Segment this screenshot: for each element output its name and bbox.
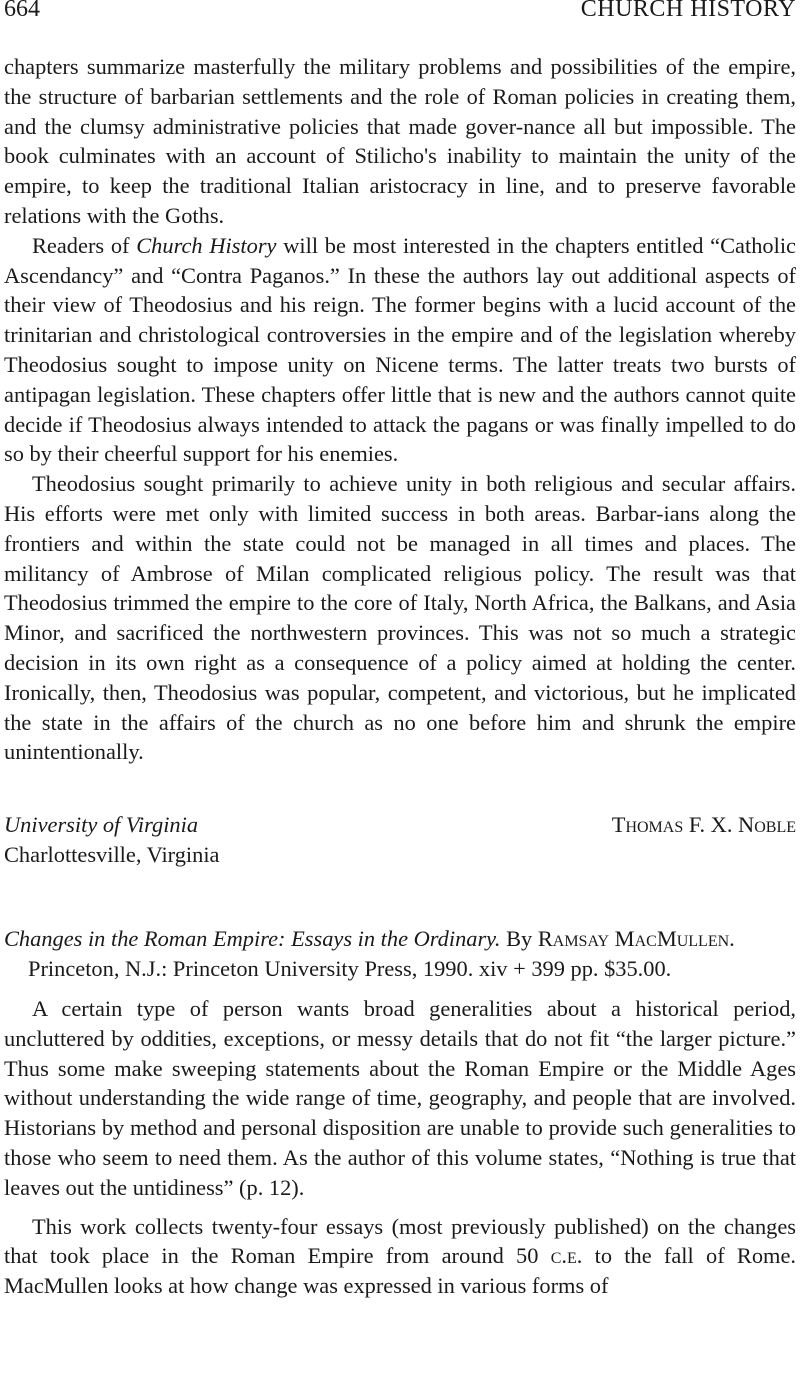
era-abbreviation: c.e.: [550, 1243, 583, 1269]
review-1-paragraph-2: [4, 231, 796, 469]
page-number: 664: [4, 0, 40, 22]
book-publication: Princeton, N.J.: Princeton University Press, 1990. xiv + 399 pp. $35.00.: [28, 955, 672, 981]
paragraph-2-prefix: Readers of: [32, 232, 137, 258]
book-citation: [4, 924, 796, 984]
paragraph-2-rest: will be most interested in the chapters entitled “Catholic Ascendancy” and “Contra Paganos.” In these the authors lay out additional aspects of their view of Theodosius and his reign. The former begins with a lucid account of the trinitarian and christological controversies in the empire and of the legislation whereby Theodosius sought to impose unity on Nicene terms. The latter treats two bursts of antipagan legislation. These chapters offer little that is new and the authors cannot quite decide if Theodosius always intended to attack the pagans or was finally impelled to do so by their cheerful support for his enemies.: [4, 232, 796, 467]
review-2-paragraph-2: [4, 1212, 796, 1301]
journal-name-italic: Church History: [136, 232, 277, 258]
reviewer-location: Charlottesville, Virginia: [4, 841, 220, 867]
book-title: Changes in the Roman Empire: Essays in the Ordinary.: [4, 926, 501, 951]
review-1-body: [4, 52, 796, 767]
reviewer-name: Thomas F. X. Noble: [611, 812, 796, 837]
review-2-body: [4, 994, 796, 1310]
book-author: Ramsay MacMullen.: [537, 926, 735, 951]
reviewer-affiliation: University of Virginia: [4, 812, 199, 837]
review-2-paragraph-1: A certain type of person wants broad generalities about a historical period, uncluttered by oddities, exceptions, or messy details that do not fit “the larger picture.” Thus some make sweeping statements about the Roman Empire or the Middle Ages without understanding the wide range of time, geography, and people that are involved. Historians by method and personal disposition are unable to provide such generalities to those who seem to need them. As the author of this volume states, “Nothing is true that leaves out the untidiness” (p. 12).: [4, 996, 796, 1200]
journal-title: CHURCH HISTORY: [580, 0, 796, 22]
book-by: By: [500, 926, 538, 951]
paragraph-2-prefix: This work collects twenty-four essays (most previously published) on the changes that took place in the Roman Empire from around 50: [4, 1213, 796, 1269]
paragraph-2-rest: to the fall of Rome. MacMullen looks at how change was expressed in various forms of: [4, 1243, 796, 1299]
reviewer-signature: [4, 810, 796, 870]
review-1-paragraph-3: Theodosius sought primarily to achieve unity in both religious and secular affairs. His efforts were met only with limited success in both areas. Barbar-ians along the frontiers and within the state could not be managed in all times and places. The militancy of Ambrose of Milan complicated religious policy. The result was that Theodosius trimmed the empire to the core of Italy, North Africa, the Balkans, and Asia Minor, and sacrificed the northwestern provinces. This was not so much a strategic decision in its own right as a consequence of a policy aimed at holding the center. Ironically, then, Theodosius was popular, competent, and victorious, but he implicated the state in the affairs of the church as no one before him and shrunk the empire unintentionally.: [4, 471, 796, 765]
review-1-paragraph-1: chapters summarize masterfully the military problems and possibilities of the empire, the structure of barbarian settlements and the role of Roman policies in creating them, and the clumsy administrative policies that made gover-nance all but impossible. The book culminates with an account of Stilicho's inability to maintain the unity of the empire, to keep the traditional Italian aristocracy in line, and to preserve favorable relations with the Goths.: [4, 54, 796, 228]
running-head: [4, 0, 796, 24]
